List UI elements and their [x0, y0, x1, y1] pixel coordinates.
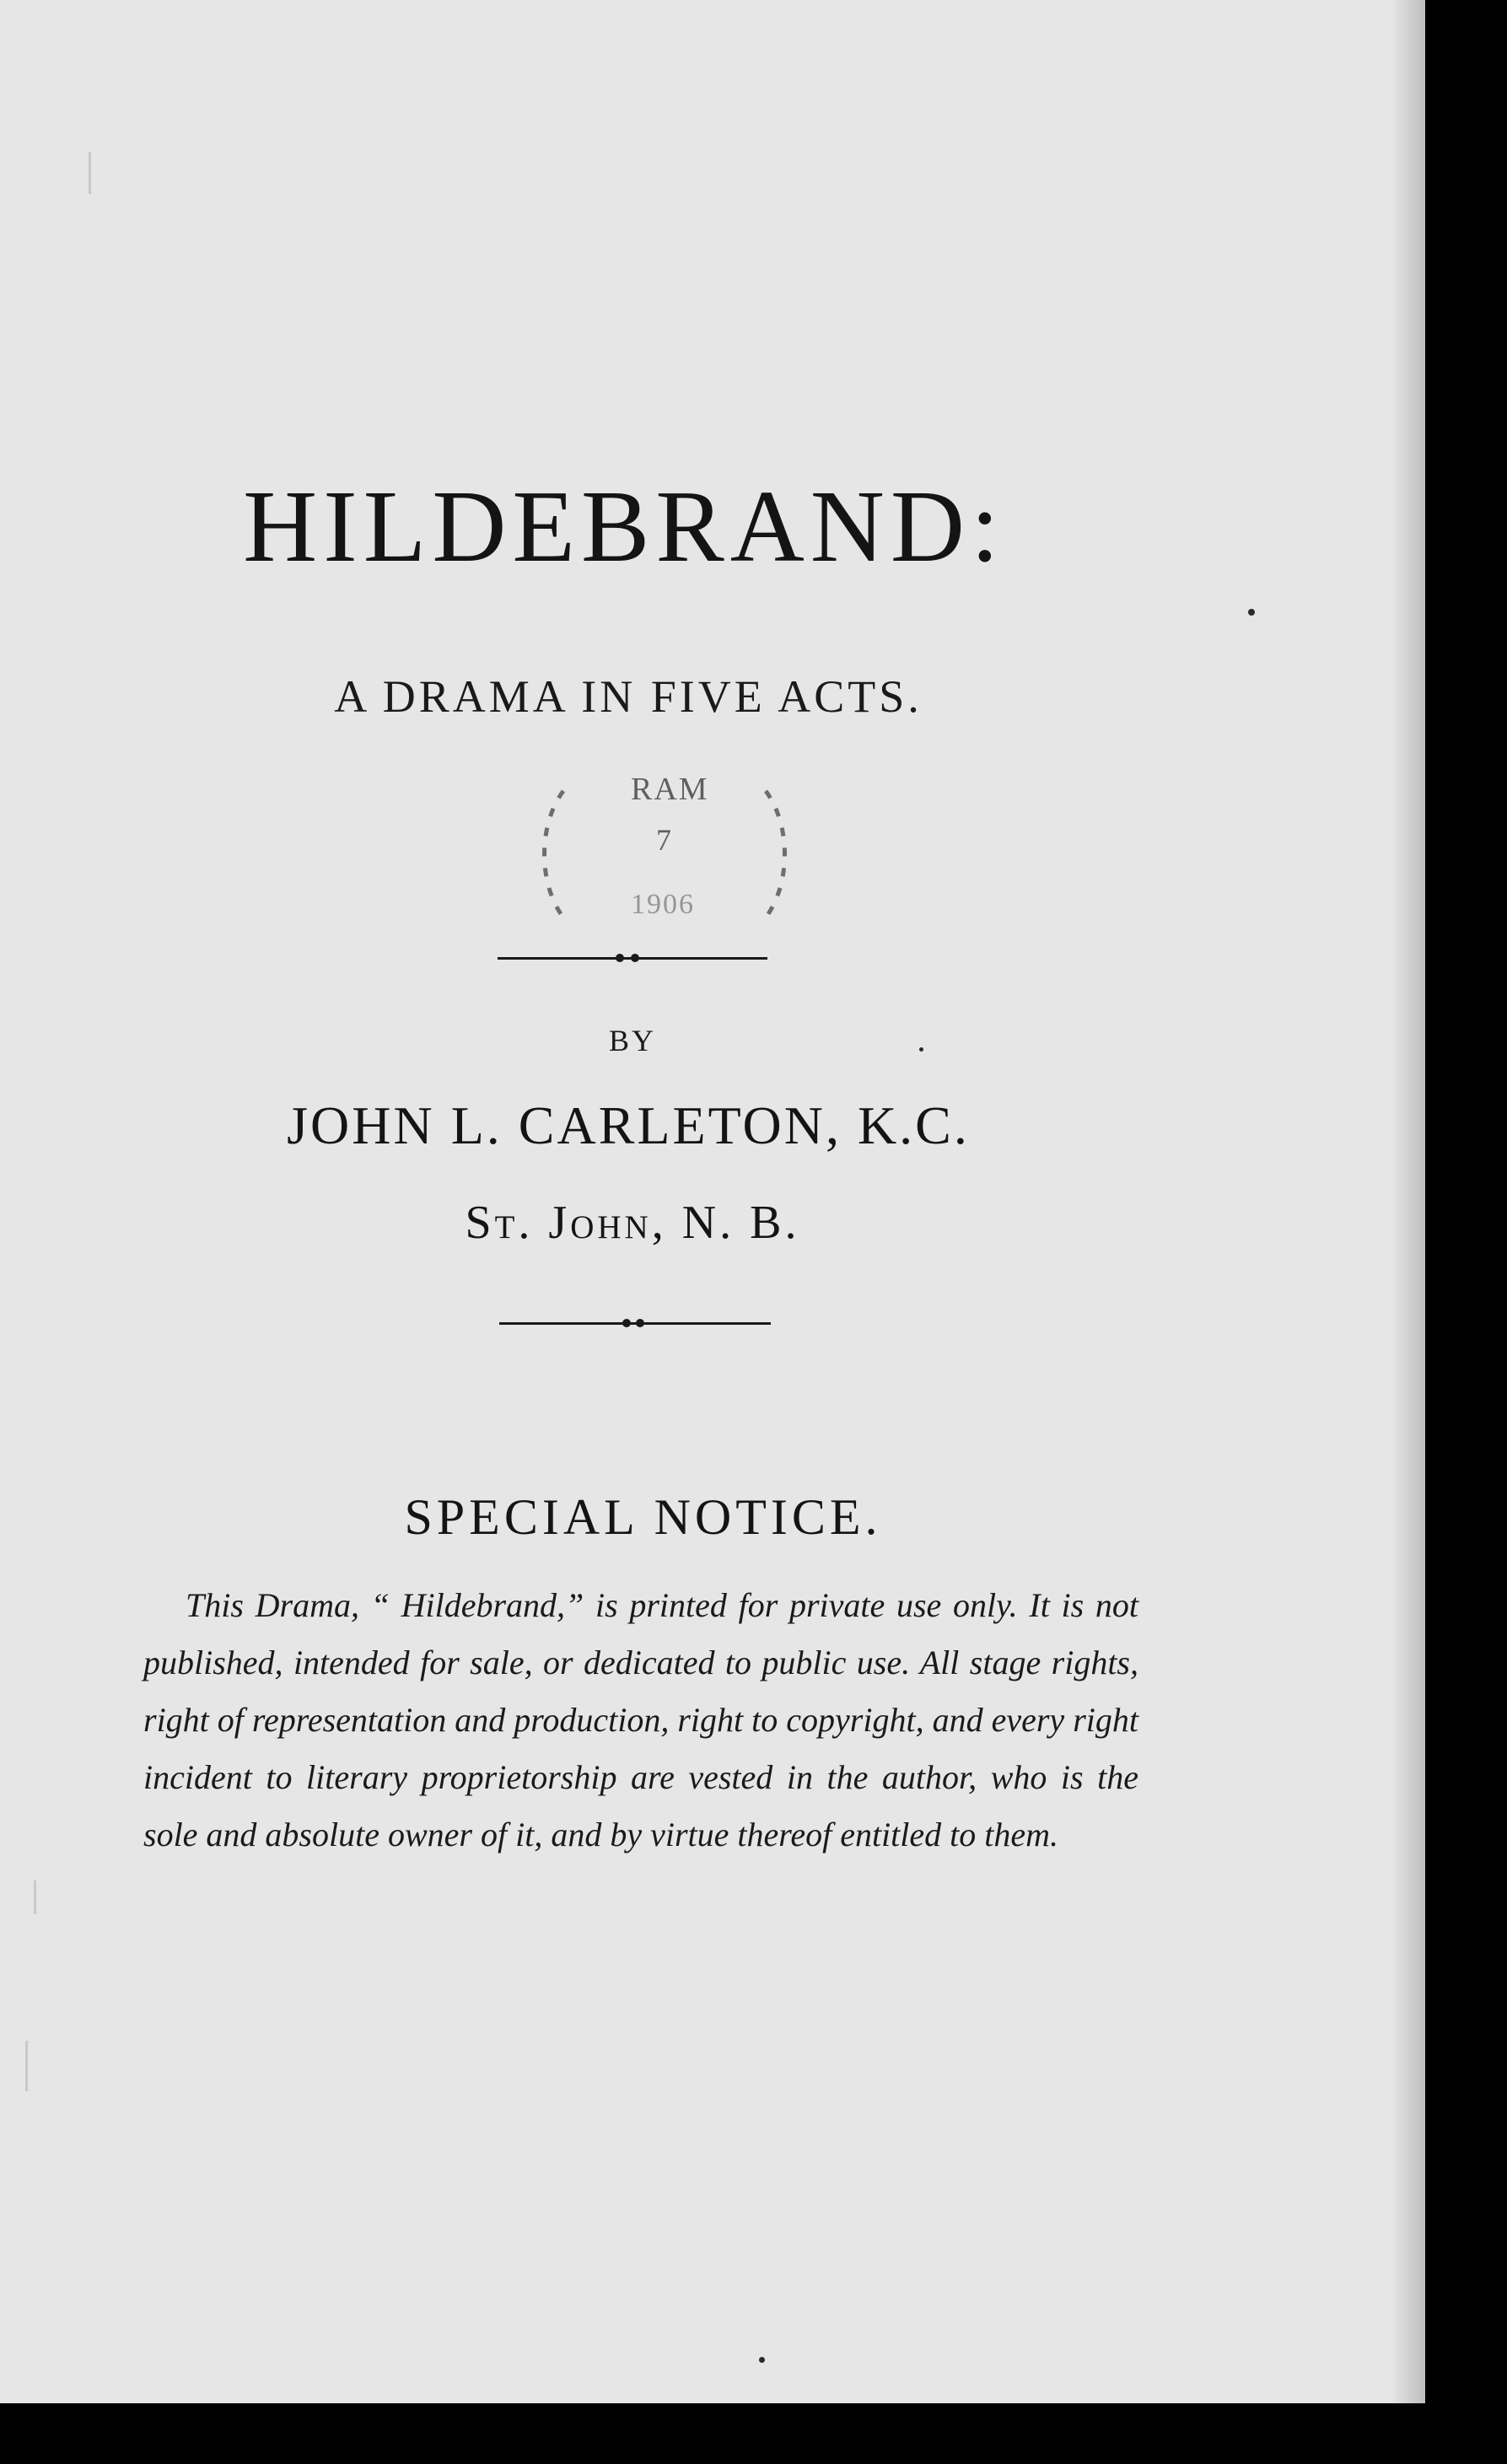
stamp-text-bottom: 1906 — [631, 889, 695, 920]
stamp-text-mid: 7 — [656, 823, 671, 857]
ink-speck — [1248, 609, 1255, 616]
notice-body: This Drama, “ Hildebrand,” is printed for private use only. It is not published, intended for sale, or dedicated to public use. All stage rights, right of representation and production, right to copyright, and every right incident to literary proprietorship are vested in the author, who is the sole and absolute owner of it, and by virtue thereof entitled to them. — [143, 1586, 1138, 1853]
page-edge-shadow — [1391, 0, 1425, 2403]
notice-heading: SPECIAL NOTICE. — [404, 1489, 882, 1545]
book-title: HILDEBRAND: — [243, 470, 1005, 584]
ink-speck — [919, 1047, 923, 1052]
author-place: St. John, N. B. — [465, 1197, 800, 1249]
ornamental-rule-top — [498, 957, 767, 960]
library-stamp — [504, 740, 825, 960]
book-subtitle: A DRAMA IN FIVE ACTS. — [334, 671, 923, 722]
margin-mark — [89, 152, 91, 194]
ink-speck — [759, 2357, 765, 2363]
by-label: BY — [608, 1024, 656, 1057]
author-name: JOHN L. CARLETON, K.C. — [287, 1095, 970, 1155]
margin-mark — [25, 2041, 28, 2091]
stamp-text-top: RAM — [631, 772, 709, 807]
ornamental-rule-bottom — [499, 1322, 771, 1325]
margin-mark — [34, 1880, 36, 1914]
